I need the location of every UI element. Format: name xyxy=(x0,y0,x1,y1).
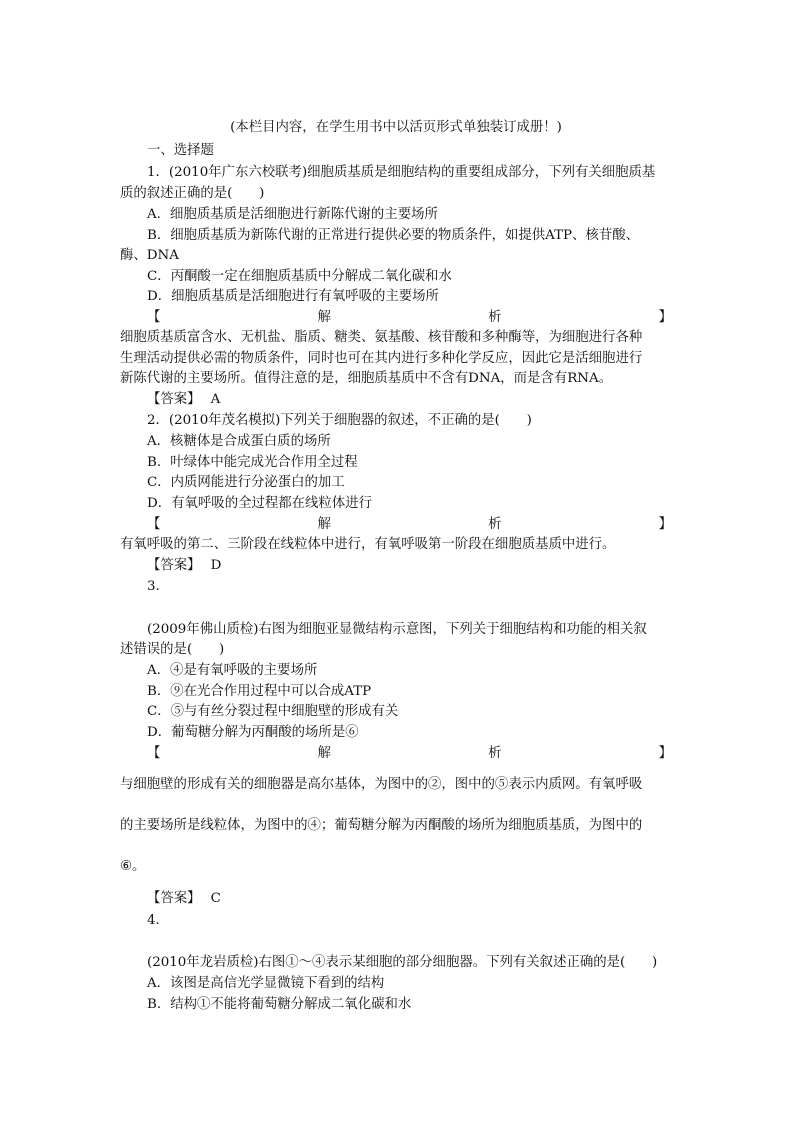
q3-answer xyxy=(147,889,672,909)
q1-analysis-line3: 新陈代谢的主要场所。值得注意的是，细胞质基质中不含有DNA，而是含有RNA。 xyxy=(120,371,613,386)
q1-stem-line1: 1．(2010年广东六校联考)细胞质基质是细胞结构的重要组成部分，下列有关细胞质基 xyxy=(147,165,656,180)
answer-label: 【答案】 xyxy=(147,392,201,407)
q1-analysis-line1: 细胞质基质富含水、无机盐、脂质、糖类、氨基酸、核苷酸和多种酶等，为细胞进行各种 xyxy=(120,330,643,345)
q3-analysis-line2: 的主要场所是线粒体，为图中的④；葡萄糖分解为丙酮酸的场所为细胞质基质，为图中的 xyxy=(120,818,643,833)
analysis-char-2: 析 xyxy=(488,746,502,761)
q2-option-c: C．内质网能进行分泌蛋白的加工 xyxy=(147,475,345,490)
q3-stem-line2: 述错误的是( ) xyxy=(120,642,225,657)
q3-analysis-line1: 与细胞壁的形成有关的细胞器是高尔基体，为图中的②，图中的⑤表示内质网。有氧呼吸 xyxy=(120,777,643,792)
analysis-char-1: 解 xyxy=(317,310,331,325)
bracket-open: 【 xyxy=(147,310,161,325)
bracket-open: 【 xyxy=(147,517,161,532)
analysis-char-2: 析 xyxy=(488,517,502,532)
q1-option-d: D．细胞质基质是活细胞进行有氧呼吸的主要场所 xyxy=(147,289,439,304)
q1-answer xyxy=(147,390,672,410)
answer-label: 【答案】 xyxy=(147,891,201,906)
q4-number: 4. xyxy=(147,913,160,928)
q4-option-b: B．结构①不能将葡萄糖分解成二氧化碳和水 xyxy=(147,997,412,1012)
q3-analysis-line3: ⑥。 xyxy=(120,859,146,874)
q1-stem-line2: 质的叙述正确的是( ) xyxy=(120,186,265,201)
bracket-close: 】 xyxy=(658,746,672,761)
analysis-char-1: 解 xyxy=(317,517,331,532)
q2-option-a: A．核糖体是合成蛋白质的场所 xyxy=(147,434,331,449)
q3-number: 3. xyxy=(147,579,160,594)
q3-option-c: C．⑤与有丝分裂过程中细胞壁的形成有关 xyxy=(147,704,399,719)
q1-option-a: A．细胞质基质是活细胞进行新陈代谢的主要场所 xyxy=(147,207,438,222)
q4-option-a: A．该图是高信光学显微镜下看到的结构 xyxy=(147,976,385,991)
bracket-open: 【 xyxy=(147,746,161,761)
q2-answer xyxy=(147,556,672,576)
q2-analysis-line1: 有氧呼吸的第二、三阶段在线粒体中进行，有氧呼吸第一阶段在细胞质基质中进行。 xyxy=(120,537,616,552)
q1-option-b-line1: B．细胞质基质为新陈代谢的正常进行提供必要的物质条件，如提供ATP、核苷酸、 xyxy=(147,228,639,243)
q4-stem: (2010年龙岩质检)右图①～④表示某细胞的部分细胞器。下列有关叙述正确的是( ) xyxy=(147,955,658,970)
section-title: 一、选择题 xyxy=(147,143,214,158)
q1-option-c: C．丙酮酸一定在细胞质基质中分解成二氧化碳和水 xyxy=(147,269,452,284)
header-note: (本栏目内容，在学生用书中以活页形式单独装订成册！) xyxy=(230,120,562,135)
bracket-close: 】 xyxy=(658,517,672,532)
analysis-char-1: 解 xyxy=(317,746,331,761)
bracket-close: 】 xyxy=(658,310,672,325)
q2-stem: 2．(2010年茂名模拟)下列关于细胞器的叙述，不正确的是( ) xyxy=(147,413,532,428)
q3-stem-line1: (2009年佛山质检)右图为细胞亚显微结构示意图，下列关于细胞结构和功能的相关叙 xyxy=(147,622,647,637)
q3-analysis-heading xyxy=(147,744,672,764)
answer-label: 【答案】 xyxy=(147,558,201,573)
q1-option-b-line2: 酶、DNA xyxy=(120,248,179,263)
analysis-char-2: 析 xyxy=(488,310,502,325)
answer-value: A xyxy=(210,392,221,407)
answer-value: C xyxy=(210,891,221,906)
q1-analysis-heading xyxy=(147,308,672,328)
q1-analysis-line2: 生理活动提供必需的物质条件，同时也可在其内进行多种化学反应，因此它是活细胞进行 xyxy=(120,351,643,366)
q2-option-b: B．叶绿体中能完成光合作用全过程 xyxy=(147,455,358,470)
q2-option-d: D．有氧呼吸的全过程都在线粒体进行 xyxy=(147,496,372,511)
answer-value: D xyxy=(210,558,222,573)
q3-option-a: A．④是有氧呼吸的主要场所 xyxy=(147,663,318,678)
q3-option-d: D．葡萄糖分解为丙酮酸的场所是⑥ xyxy=(147,725,359,740)
q3-option-b: B．⑨在光合作用过程中可以合成ATP xyxy=(147,684,372,699)
q2-analysis-heading xyxy=(147,515,672,535)
